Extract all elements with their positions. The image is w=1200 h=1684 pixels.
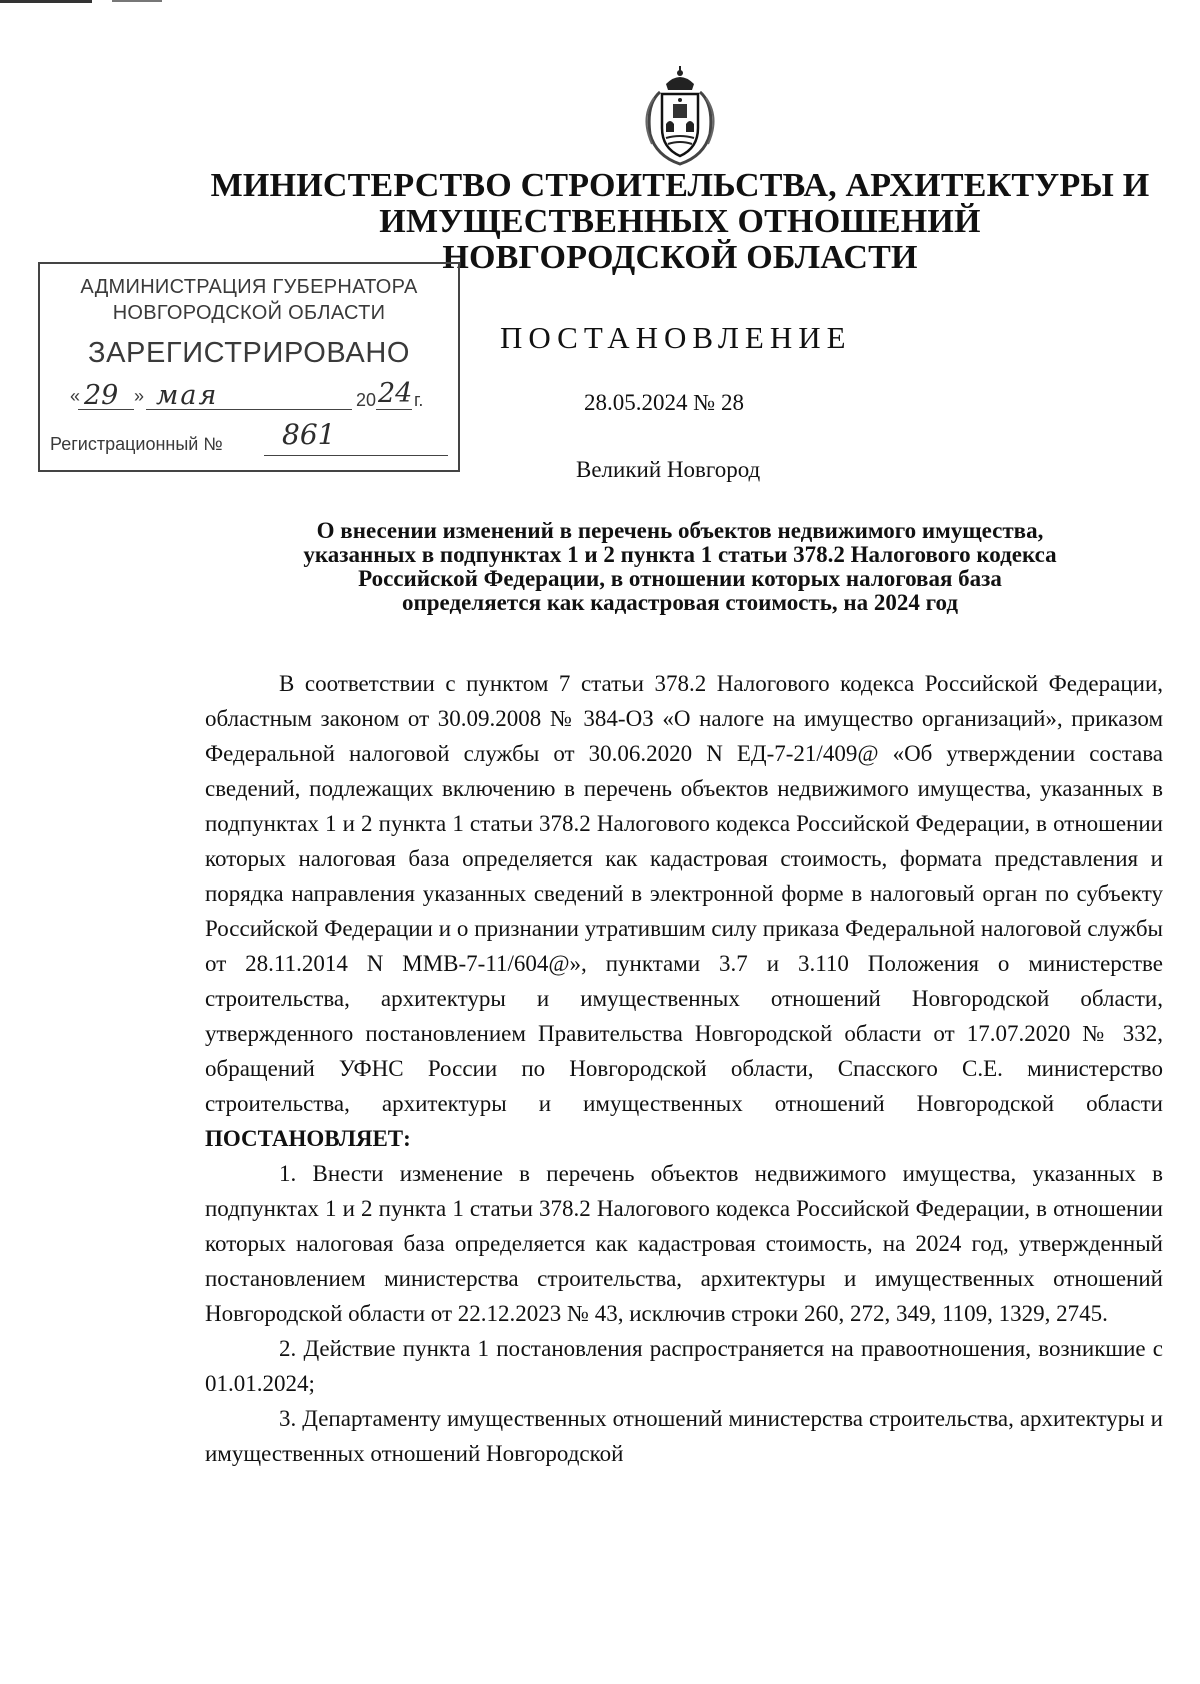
stamp-date-row — [64, 378, 442, 416]
ministry-title-line: МИНИСТЕРСТВО СТРОИТЕЛЬСТВА, АРХИТЕКТУРЫ И — [210, 167, 1150, 204]
stamp-reg-label: Регистрационный № — [50, 434, 223, 454]
stamp-year-suffix: г. — [414, 390, 424, 410]
subject-line: О внесении изменений в перечень объектов недвижимого имущества, — [316, 518, 1044, 543]
item-paragraph: 1. Внести изменение в перечень объектов недвижимого имущества, указанных в подпунктах 1 и 2 пункта 1 статьи 378.2 Налогового кодекса Российской Федерации, в отношении которых налоговая база определяется как кадастровая стоимость, на 2024 год, утвержденный постановлением министерства строительства, архитектуры и имущественных отношений Новгородской области от 22.12.2023 № 43, исключив строки 260, 272, 349, 1109, 1329, 2745. — [205, 1161, 1163, 1326]
document-place: Великий Новгород — [576, 457, 761, 482]
preamble-text: В соответствии с пунктом 7 статьи 378.2 Налогового кодекса Российской Федерации, областным законом от 30.09.2008 № 384-ОЗ «О налоге на имущество организаций», приказом Федеральной налоговой службы от 30.06.2020 N ЕД-7-21/409@ «Об утверждении состава сведений, подлежащих включению в перечень объектов недвижимого имущества, указанных в подпунктах 1 и 2 пункта 1 статьи 378.2 Налогового кодекса Российской Федерации, в отношении которых налоговая база определяется как кадастровая стоимость, формата представления и порядка направления указанных сведений в электронной форме в налоговый орган по субъекту Российской Федерации и о признании утратившим силу приказа Федеральной налоговой службы от 28.11.2014 N ММВ-7-11/604@», пунктами 3.7 и 3.110 Положения о министерстве строительства, архитектуры и имущественных отношений Новгородской области, утвержденного постановлением Правительства Новгородской области от 17.07.2020 № 332, обращений УФНС России по Новгородской области, Спасского С.Е. министерство строительства, архитектуры и имущественных отношений Новгородской области — [205, 671, 1163, 1116]
document-type: ПОСТАНОВЛЕНИЕ — [500, 320, 852, 355]
stamp-year-underline — [376, 409, 412, 410]
item-paragraph: 3. Департаменту имущественных отношений министерства строительства, архитектуры и имущественных отношений Новгородской — [205, 1406, 1163, 1466]
subject-line: указанных в подпунктах 1 и 2 пункта 1 статьи 378.2 Налогового кодекса — [303, 542, 1057, 567]
stamp-year: 24 — [378, 378, 413, 409]
scan-edge-mark — [112, 0, 162, 2]
ministry-title — [180, 168, 1180, 276]
stamp-registration-row — [50, 418, 450, 454]
document-body — [205, 666, 1163, 1471]
document-date-number: 28.05.2024 № 28 — [584, 390, 744, 415]
ministry-title-line: НОВГОРОДСКОЙ ОБЛАСТИ — [442, 239, 918, 276]
stamp-day-underline — [78, 409, 134, 410]
stamp-century: 20 — [356, 390, 377, 410]
stamp-quote-open: « — [70, 386, 81, 406]
preamble-paragraph — [205, 666, 1163, 1156]
novgorod-coat-of-arms-icon — [630, 64, 730, 168]
stamp-org-line: АДМИНИСТРАЦИЯ ГУБЕРНАТОРА — [80, 276, 418, 298]
stamp-day: 29 — [84, 380, 119, 411]
ministry-title-line: ИМУЩЕСТВЕННЫХ ОТНОШЕНИЙ — [379, 203, 981, 240]
stamp-org-line: НОВГОРОДСКОЙ ОБЛАСТИ — [112, 302, 386, 324]
stamp-reg-underline — [264, 455, 448, 456]
stamp-month: мая — [156, 380, 219, 411]
subject-line: Российской Федерации, в отношении которых налоговая база — [358, 566, 1002, 591]
scan-edge-mark — [0, 0, 92, 3]
registration-stamp — [38, 262, 460, 472]
stamp-reg-number: 861 — [282, 418, 336, 451]
decree-word: ПОСТАНОВЛЯЕТ: — [205, 1126, 411, 1151]
stamp-quote-close: » — [134, 386, 145, 406]
stamp-month-underline — [146, 409, 352, 410]
subject-line: определяется как кадастровая стоимость, на 2024 год — [402, 590, 958, 615]
item-paragraph: 2. Действие пункта 1 постановления распространяется на правоотношения, возникшие с 01.01.2024; — [205, 1336, 1163, 1396]
stamp-registered-label: ЗАРЕГИСТРИРОВАНО — [87, 337, 411, 369]
document-subject — [180, 519, 1180, 615]
